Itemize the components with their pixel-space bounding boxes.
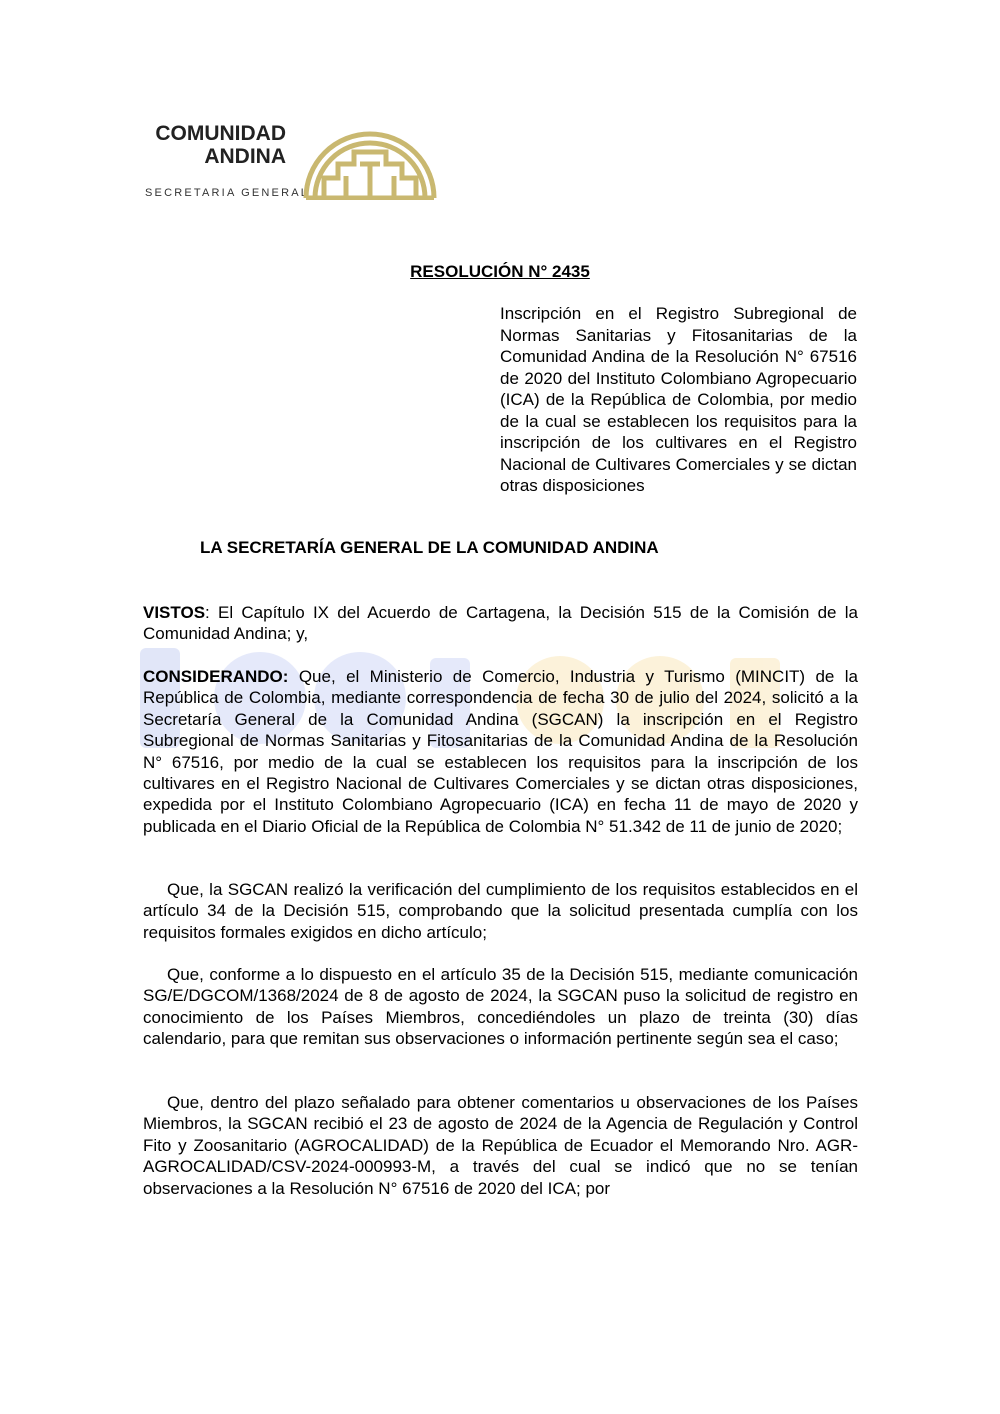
resolution-subject: Inscripción en el Registro Subregional de Normas Sanitarias y Fitosanitarias de la Comunidad Andina de la Resolución N° 67516 de 2020 del Instituto Colombiano Agropecuario (ICA) de la República de Colombia, por medio de la cual se establecen los requisitos para la inscripción de los cultivares en el Registro Nacional de Cultivares Comerciales y se dictan otras disposiciones xyxy=(500,304,857,495)
logo-line-2: ANDINA xyxy=(204,145,286,168)
logo-line-1: COMUNIDAD xyxy=(155,122,286,145)
andean-emblem-icon xyxy=(302,124,438,200)
logo-wordmark xyxy=(144,122,286,168)
vistos-paragraph xyxy=(143,602,858,645)
vistos-text: : El Capítulo IX del Acuerdo de Cartagena, la Decisión 515 de la Comisión de la Comunidad Andina; y, xyxy=(143,603,858,644)
paragraph-agrocalidad: Que, dentro del plazo señalado para obtener comentarios u observaciones de los Países Miembros, la SGCAN recibió el 23 de agosto de 2024 de la Agencia de Regulación y Control Fito y Zoosanitario (AGROCALIDAD) de la República de Ecuador el Memorando Nro. AGR-AGROCALIDAD/CSV-2024-000993-M, a través del cual se indicó que no se tenían observaciones a la Resolución N° 67516 de 2020 del ICA; por xyxy=(143,1093,858,1198)
comunidad-andina-logo xyxy=(140,118,450,208)
paragraph-verification: Que, la SGCAN realizó la verificación del cumplimiento de los requisitos establecidos en el artículo 34 de la Decisión 515, comprobando que la solicitud presentada cumplía con los requisitos formales exigidos en dicho artículo; xyxy=(143,880,858,942)
considerando-label: CONSIDERANDO: xyxy=(143,667,289,686)
resolution-title xyxy=(0,262,1000,282)
paragraph-communication: Que, conforme a lo dispuesto en el artículo 35 de la Decisión 515, mediante comunicación SG/E/DGCOM/1368/2024 de 8 de agosto de 2024, la SGCAN puso la solicitud de registro en conocimiento de los Países Miembros, concediéndoles un plazo de treinta (30) días calendario, para que remitan sus observaciones o información pertinente según sea el caso; xyxy=(143,965,858,1049)
considerando-text: Que, el Ministerio de Comercio, Industria y Turismo (MINCIT) de la República de Colombia, mediante correspondencia de fecha 30 de julio del 2024, solicitó a la Secretaría General de la Comunidad Andina (SGCAN) la inscripción en el Registro Subregional de Normas Sanitarias y Fitosanitarias de la Comunidad Andina de la Resolución N° 67516, por medio de la cual se establecen los requisitos para la inscripción de los cultivares en el Registro Nacional de Cultivares Comerciales y se dictan otras disposiciones, expedida por el Instituto Colombiano Agropecuario (ICA) en fecha 11 de mayo de 2020 y publicada en el Diario Oficial de la República de Colombia N° 51.342 de 11 de junio de 2020; xyxy=(143,667,858,836)
considerando-paragraph xyxy=(143,666,858,837)
vistos-label: VISTOS xyxy=(143,603,206,622)
issuer-heading: LA SECRETARÍA GENERAL DE LA COMUNIDAD ANDINA xyxy=(200,538,659,557)
logo-subtitle: SECRETARIA GENERAL xyxy=(145,187,310,199)
resolution-title-text: RESOLUCIÓN N° 2435 xyxy=(410,262,590,281)
